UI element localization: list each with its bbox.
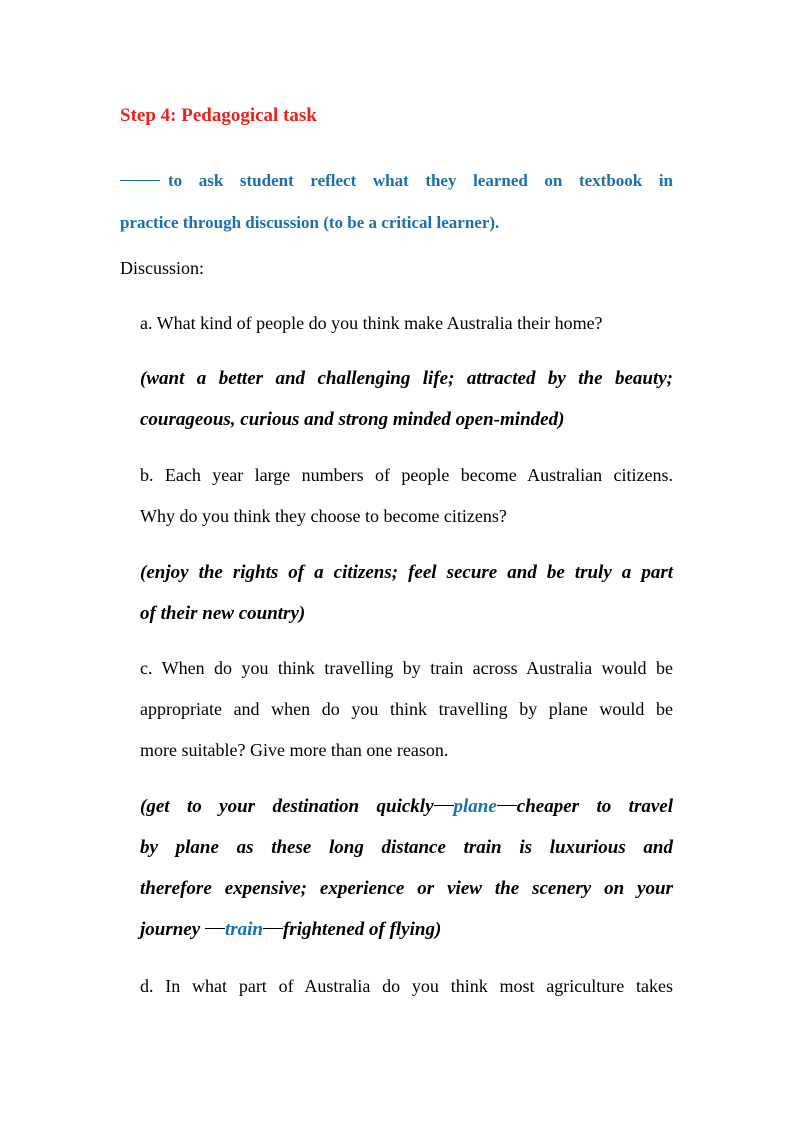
task-goal <box>120 160 673 244</box>
question-c-line-2: appropriate and when do you think travelling by plane would be <box>140 699 673 719</box>
answer-c <box>140 786 673 950</box>
question-c-line-3: more suitable? Give more than one reason. <box>140 740 449 760</box>
question-b <box>140 455 673 537</box>
keyword-plane: plane <box>453 796 497 817</box>
answer-b <box>140 552 673 634</box>
question-c <box>140 648 673 771</box>
question-c-line-1: c. When do you think travelling by train across Australia would be <box>140 658 673 678</box>
answer-b-line-1: (enjoy the rights of a citizens; feel secure and be truly a part <box>140 562 673 583</box>
em-dash <box>497 805 517 806</box>
discussion-label: Discussion: <box>120 258 205 278</box>
task-goal-line-2: practice through discussion (to be a critical learner). <box>120 213 500 232</box>
keyword-train: train <box>224 919 263 940</box>
answer-a <box>140 358 673 440</box>
question-b-line-1: b. Each year large numbers of people become Australian citizens. <box>140 465 673 485</box>
answer-c-line-1: (get to your destination quickly plane cheaper to travel <box>140 796 673 817</box>
task-goal-line-1: to ask student reflect what they learned on textbook in <box>120 160 673 202</box>
answer-b-line-2: of their new country) <box>140 603 306 624</box>
em-dash <box>205 928 225 929</box>
dash-rule <box>120 180 160 181</box>
answer-a-line-1: (want a better and challenging life; attracted by the beauty; <box>140 368 673 389</box>
answer-c-line-2: by plane as these long distance train is luxurious and <box>140 837 673 858</box>
question-a <box>140 303 673 344</box>
question-d <box>140 966 673 1007</box>
em-dash <box>434 805 454 806</box>
answer-a-line-2: courageous, curious and strong minded open-minded) <box>140 409 565 430</box>
answer-c-line-3: therefore expensive; experience or view the scenery on your <box>140 878 673 899</box>
question-b-line-2: Why do you think they choose to become citizens? <box>140 506 507 526</box>
step-heading: Step 4: Pedagogical task <box>120 105 317 126</box>
question-d-line-1: d. In what part of Australia do you think most agriculture takes <box>140 976 673 996</box>
question-a-text: a. What kind of people do you think make Australia their home? <box>140 313 603 333</box>
answer-c-line-4: journey train frightened of flying) <box>140 919 442 940</box>
em-dash <box>263 928 283 929</box>
